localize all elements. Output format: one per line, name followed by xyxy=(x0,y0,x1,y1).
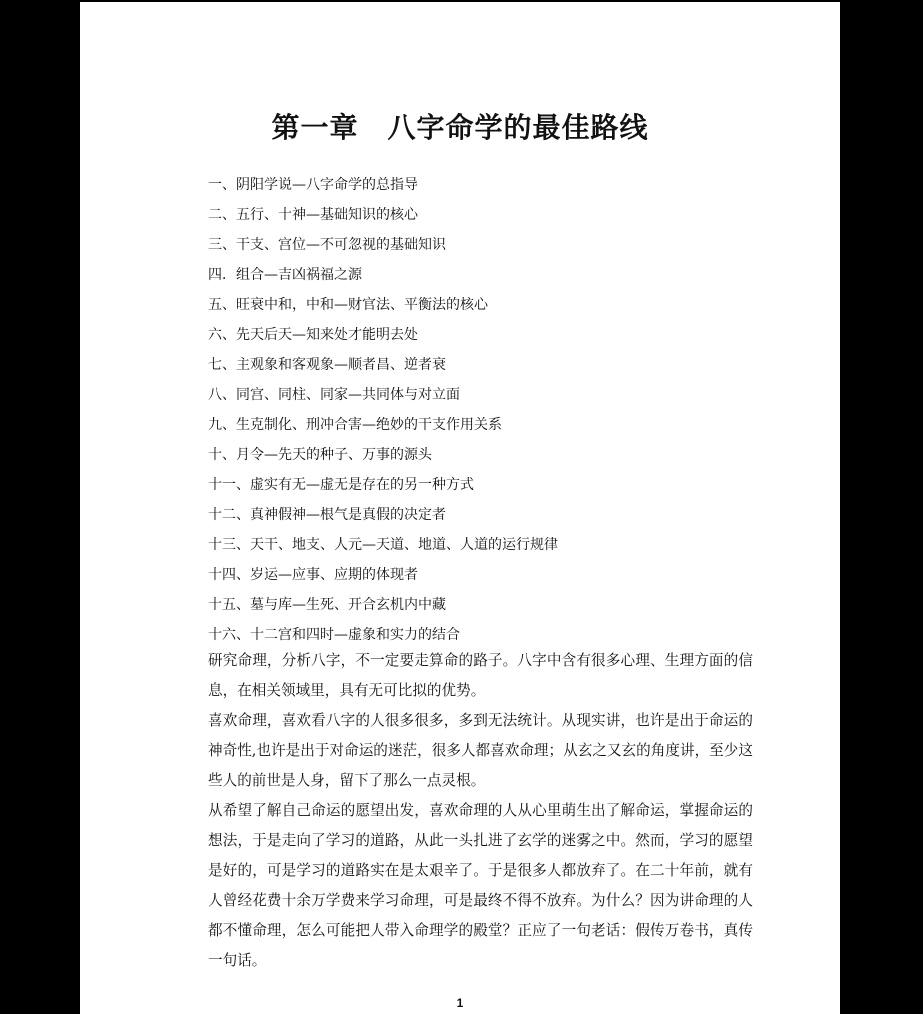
toc-item: 一、阴阳学说—八字命学的总指导 xyxy=(208,177,418,193)
toc-item: 七、主观象和客观象—顺者昌、逆者衰 xyxy=(208,357,446,373)
body-text xyxy=(208,646,753,976)
toc-item: 十三、天干、地支、人元—天道、地道、人道的运行规律 xyxy=(208,537,558,553)
toc-item: 十六、十二宫和四时—虚象和实力的结合 xyxy=(208,627,460,643)
paragraph: 研究命理，分析八字，不一定要走算命的路子。八字中含有很多心理、生理方面的信息，在相关领域里，具有无可比拟的优势。 xyxy=(208,652,753,699)
toc-item: 十二、真神假神—根气是真假的决定者 xyxy=(208,507,446,523)
toc-item: 五、旺衰中和，中和—财官法、平衡法的核心 xyxy=(208,297,488,313)
toc-item: 十一、虚实有无—虚无是存在的另一种方式 xyxy=(208,477,474,493)
toc-item: 九、生克制化、刑冲合害—绝妙的干支作用关系 xyxy=(208,417,502,433)
toc-item: 八、同宫、同柱、同家—共同体与对立面 xyxy=(208,387,460,403)
toc-item: 三、干支、宫位—不可忽视的基础知识 xyxy=(208,237,446,253)
document-page xyxy=(80,2,840,1014)
toc-item: 二、五行、十神—基础知识的核心 xyxy=(208,207,418,223)
toc-item: 十四、岁运—应事、应期的体现者 xyxy=(208,567,418,583)
table-of-contents xyxy=(208,170,768,650)
toc-item: 四．组合—吉凶祸福之源 xyxy=(208,267,362,283)
toc-item: 六、先天后天—知来处才能明去处 xyxy=(208,327,418,343)
paragraph: 喜欢命理，喜欢看八字的人很多很多，多到无法统计。从现实讲，也许是出于命运的神奇性,也许是出于对命运的迷茫，很多人都喜欢命理；从玄之又玄的角度讲，至少这些人的前世是人身，留下了那么一点灵根。 xyxy=(208,712,753,789)
toc-item: 十、月令—先天的种子、万事的源头 xyxy=(208,447,432,463)
paragraph: 从希望了解自己命运的愿望出发，喜欢命理的人从心里萌生出了解命运，掌握命运的想法，于是走向了学习的道路，从此一头扎进了玄学的迷雾之中。然而，学习的愿望是好的，可是学习的道路实在是太艰辛了。于是很多人都放弃了。在二十年前，就有人曾经花费十余万学费来学习命理，可是最终不得不放弃。为什么？因为讲命理的人都不懂命理，怎么可能把人带入命理学的殿堂？正应了一句老话：假传万卷书，真传一句话。 xyxy=(208,802,753,969)
toc-item: 十五、墓与库—生死、开合玄机内中藏 xyxy=(208,597,446,613)
page-number: 1 xyxy=(456,996,464,1010)
chapter-title: 第一章 八字命学的最佳路线 xyxy=(271,111,649,144)
